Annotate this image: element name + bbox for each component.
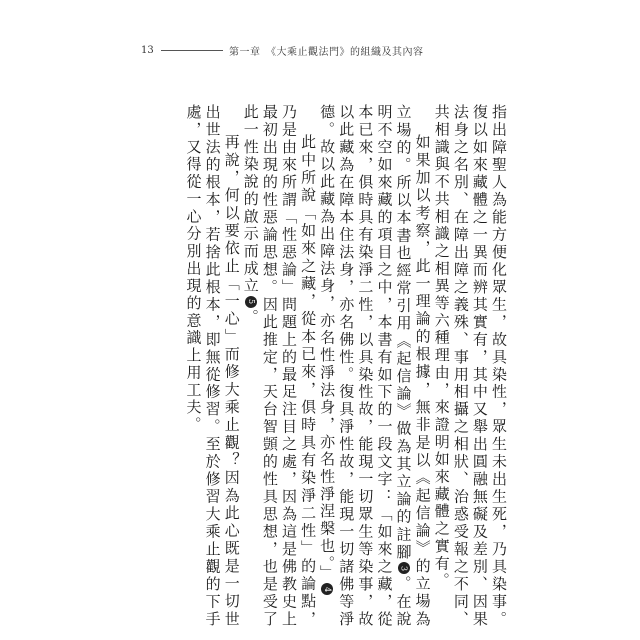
page-number: 13 xyxy=(141,44,154,56)
footnote-marker: 4 xyxy=(321,583,333,595)
paragraph xyxy=(432,104,508,628)
header-rule xyxy=(161,50,223,51)
paragraph-text: 再說，何以要依止「一心」而修大乘止觀？因為此心既是一切世出世法的根本，若捨此根本，即無從修習。至於修習大乘止觀的下手處，又得從一心分別出現的意識上用工夫。 xyxy=(184,104,241,628)
paragraph-text: 。在說明不空如來藏的項目之中，本書有如下的一段文字：「如來之藏，從本已來，俱時具有染淨二性，以具染性故，能現一切眾生等染事，故以此藏為在障本住法身，亦名佛性。復具淨性故，能現一切諸佛等淨德。故以此藏為出障法身，亦名性淨法身，亦名性淨涅槃也。」 xyxy=(318,104,413,628)
paragraph-text: 指出障聖人為能方便化眾生，故具染性，眾生未出生死，乃具染事。復以如來藏體之一異而辨其實有，其中又舉出圓融無礙及差別、因果法身之名別、在障出障之義殊、事用相攝之相狀、治惑受報之不同、共相識與不共相識之相異等六種理由，來證明如來藏體之實有。 xyxy=(432,104,508,628)
paragraph xyxy=(241,104,317,628)
footnote-marker: 5 xyxy=(245,296,257,308)
paragraph-text: 。 xyxy=(241,308,260,327)
footnote-marker: 3 xyxy=(398,562,410,574)
paragraph-text: 如果加以考察，此一理論的根據，無非是以《起信論》的立場為立場的。所以本書也經常引用《起信論》做為其立論的註腳 xyxy=(394,104,432,628)
paragraph-text: 此中所說「如來之藏，從本已來，俱時具有染淨二性」的論點，乃是由來所謂「性惡論」問題上的最足注目之處，因為這是佛教史上最初出現的性惡論思想。因此推定，天台智顗的性具思想，也是受了此一性染說的啟示而成立 xyxy=(241,104,318,628)
paragraph xyxy=(317,104,432,628)
running-header xyxy=(141,42,501,58)
paragraph xyxy=(183,104,240,628)
vertical-body-text xyxy=(136,104,508,628)
chapter-title: 第一章 《大乘止觀法門》的組織及其內容 xyxy=(229,46,424,58)
